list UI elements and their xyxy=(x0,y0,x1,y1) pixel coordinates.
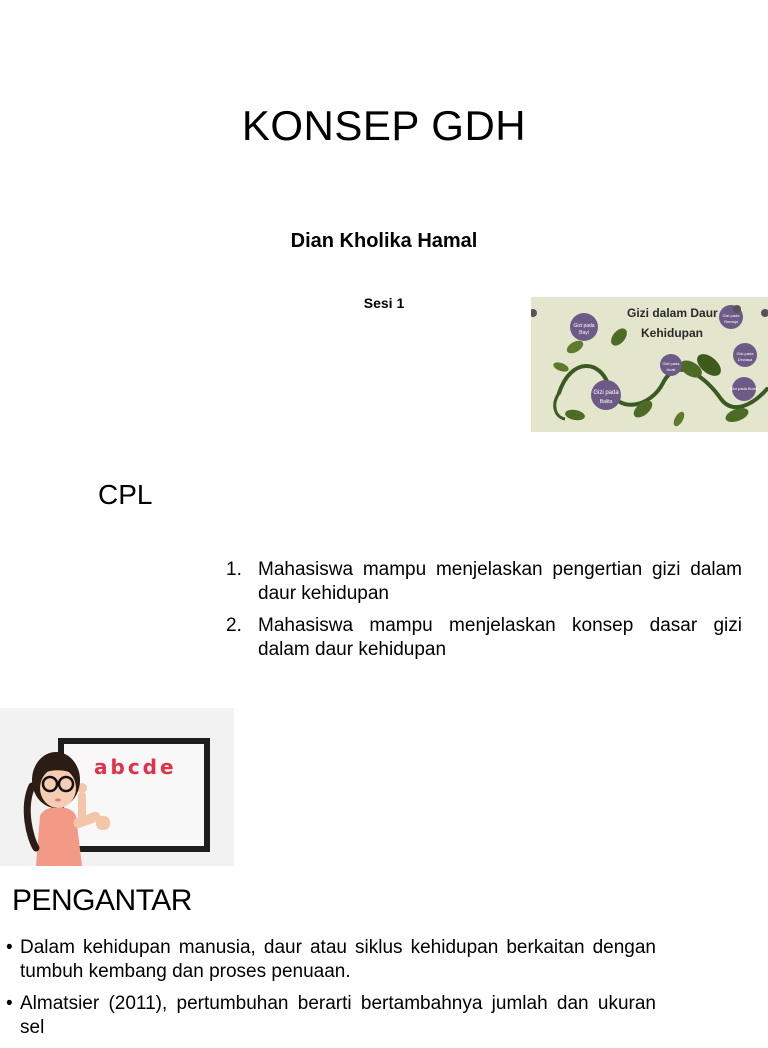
cpl-heading: CPL xyxy=(98,479,153,510)
node-bayi-2: Bayi xyxy=(579,330,589,336)
slide-heading-line2: Kehidupan xyxy=(641,326,703,340)
node-balita: Gizi pada xyxy=(593,390,619,396)
list-text: Almatsier (2011), pertumbuhan berarti bertambahnya jumlah dan ukuran sel xyxy=(20,993,656,1038)
node-anak: Gizi pada xyxy=(662,361,680,366)
list-item xyxy=(6,992,656,1040)
list-item xyxy=(226,558,742,606)
list-text: Mahasiswa mampu menjelaskan konsep dasar gizi dalam daur kehidupan xyxy=(258,615,742,660)
node-dewasa-2: Dewasa xyxy=(737,357,753,362)
girl-whiteboard-photo xyxy=(0,708,234,866)
life-cycle-illustration xyxy=(531,297,768,432)
whiteboard-illustration xyxy=(0,708,234,866)
list-item xyxy=(226,614,742,662)
node-bayi: Gizi pada xyxy=(573,323,595,329)
node-balita-2: Balita xyxy=(599,399,613,405)
node-dewasa: Gizi pada xyxy=(736,351,754,356)
life-cycle-nutrition-image xyxy=(531,297,768,432)
intro-bullet-list xyxy=(6,936,656,1048)
node-remaja-2: Remaja xyxy=(724,319,738,324)
list-number: 2. xyxy=(226,615,242,636)
list-text: Mahasiswa mampu menjelaskan pengertian gizi dalam daur kehidupan xyxy=(258,559,742,604)
list-number: 1. xyxy=(226,559,242,580)
node-bumil: Gizi pada Bumil xyxy=(729,386,759,391)
objectives-list xyxy=(226,558,742,670)
author-name: Dian Kholika Hamal xyxy=(290,230,478,252)
list-text: Dalam kehidupan manusia, daur atau siklus kehidupan berkaitan dengan tumbuh kembang dan proses penuaan. xyxy=(20,937,656,982)
bullet-marker: • xyxy=(6,993,13,1014)
node-remaja: Gizi pada xyxy=(722,313,740,318)
whiteboard-letters: abcde xyxy=(94,755,177,779)
slide-heading-line1: Gizi dalam Daur xyxy=(627,306,718,320)
pengantar-heading: PENGANTAR xyxy=(12,884,192,917)
document-title: KONSEP GDH xyxy=(241,102,527,149)
bullet-marker: • xyxy=(6,937,13,958)
list-item xyxy=(6,936,656,984)
session-label: Sesi 1 xyxy=(363,295,405,311)
node-anak-2: Anak xyxy=(666,367,676,372)
